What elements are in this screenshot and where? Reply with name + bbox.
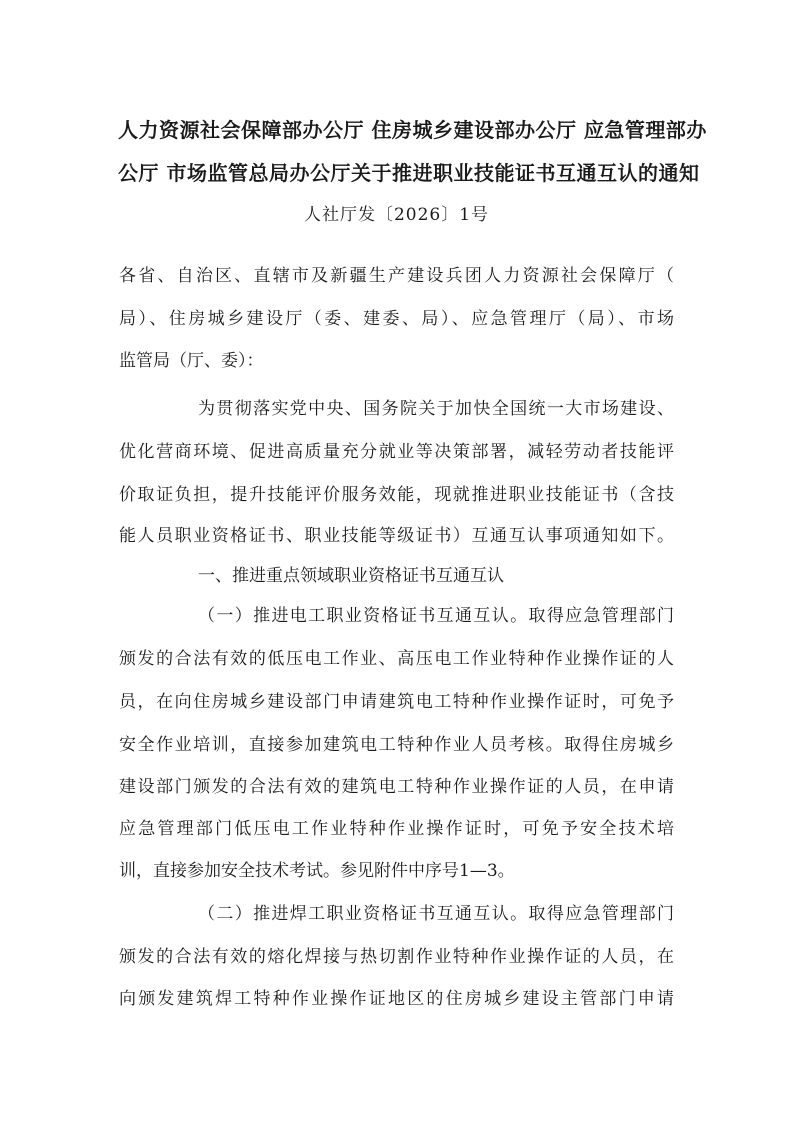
document-title-line-2: 公厅 市场监管总局办公厅关于推进职业技能证书互通互认的通知 <box>118 161 700 185</box>
item-1-line-4: 安全作业培训，直接参加建筑电工特种作业人员考核。取得住房城乡 <box>119 735 674 755</box>
intro-line-4: 能人员职业资格证书、职业技能等级证书）互通互认事项通知如下。 <box>119 526 674 546</box>
document-title-line-1: 人力资源社会保障部办公厅 住房城乡建设部办公厅 应急管理部办 <box>118 118 707 142</box>
intro-line-3: 价取证负担，提升技能评价服务效能，现就推进职业技能证书（含技 <box>119 485 674 505</box>
item-1-line-5: 建设部门颁发的合法有效的建筑电工特种作业操作证的人员，在申请 <box>119 777 674 797</box>
intro-line-1: 为贯彻落实党中央、国务院关于加快全国统一大市场建设、 <box>198 399 674 419</box>
document-number: 人社厅发〔2026〕1号 <box>303 205 490 225</box>
intro-line-2: 优化营商环境、促进高质量充分就业等决策部署，减轻劳动者技能评 <box>119 442 674 462</box>
section-1-heading: 一、推进重点领域职业资格证书互通互认 <box>198 566 504 586</box>
item-1-line-6: 应急管理部门低压电工作业特种作业操作证时，可免予安全技术培 <box>119 819 674 839</box>
item-1-line-7: 训，直接参加安全技术考试。参见附件中序号1—3。 <box>119 861 515 881</box>
addressee-line-2: 局）、住房城乡建设厅（委、建委、局）、应急管理厅（局）、市场 <box>119 309 674 329</box>
item-2-line-1: （二）推进焊工职业资格证书互通互认。取得应急管理部门 <box>198 904 674 924</box>
item-2-line-3: 向颁发建筑焊工特种作业操作证地区的住房城乡建设主管部门申请 <box>119 989 674 1009</box>
item-1-line-2: 颁发的合法有效的低压电工作业、高压电工作业特种作业操作证的人 <box>119 649 674 669</box>
addressee-line-3: 监管局（厅、委）： <box>119 351 264 371</box>
item-1-line-1: （一）推进电工职业资格证书互通互认。取得应急管理部门 <box>198 606 674 626</box>
item-1-line-3: 员，在向住房城乡建设部门申请建筑电工特种作业操作证时，可免予 <box>119 692 674 712</box>
item-2-line-2: 颁发的合法有效的熔化焊接与热切割作业特种作业操作证的人员，在 <box>119 947 674 967</box>
addressee-line-1: 各省、自治区、直辖市及新疆生产建设兵团人力资源社会保障厅（ <box>119 266 674 286</box>
